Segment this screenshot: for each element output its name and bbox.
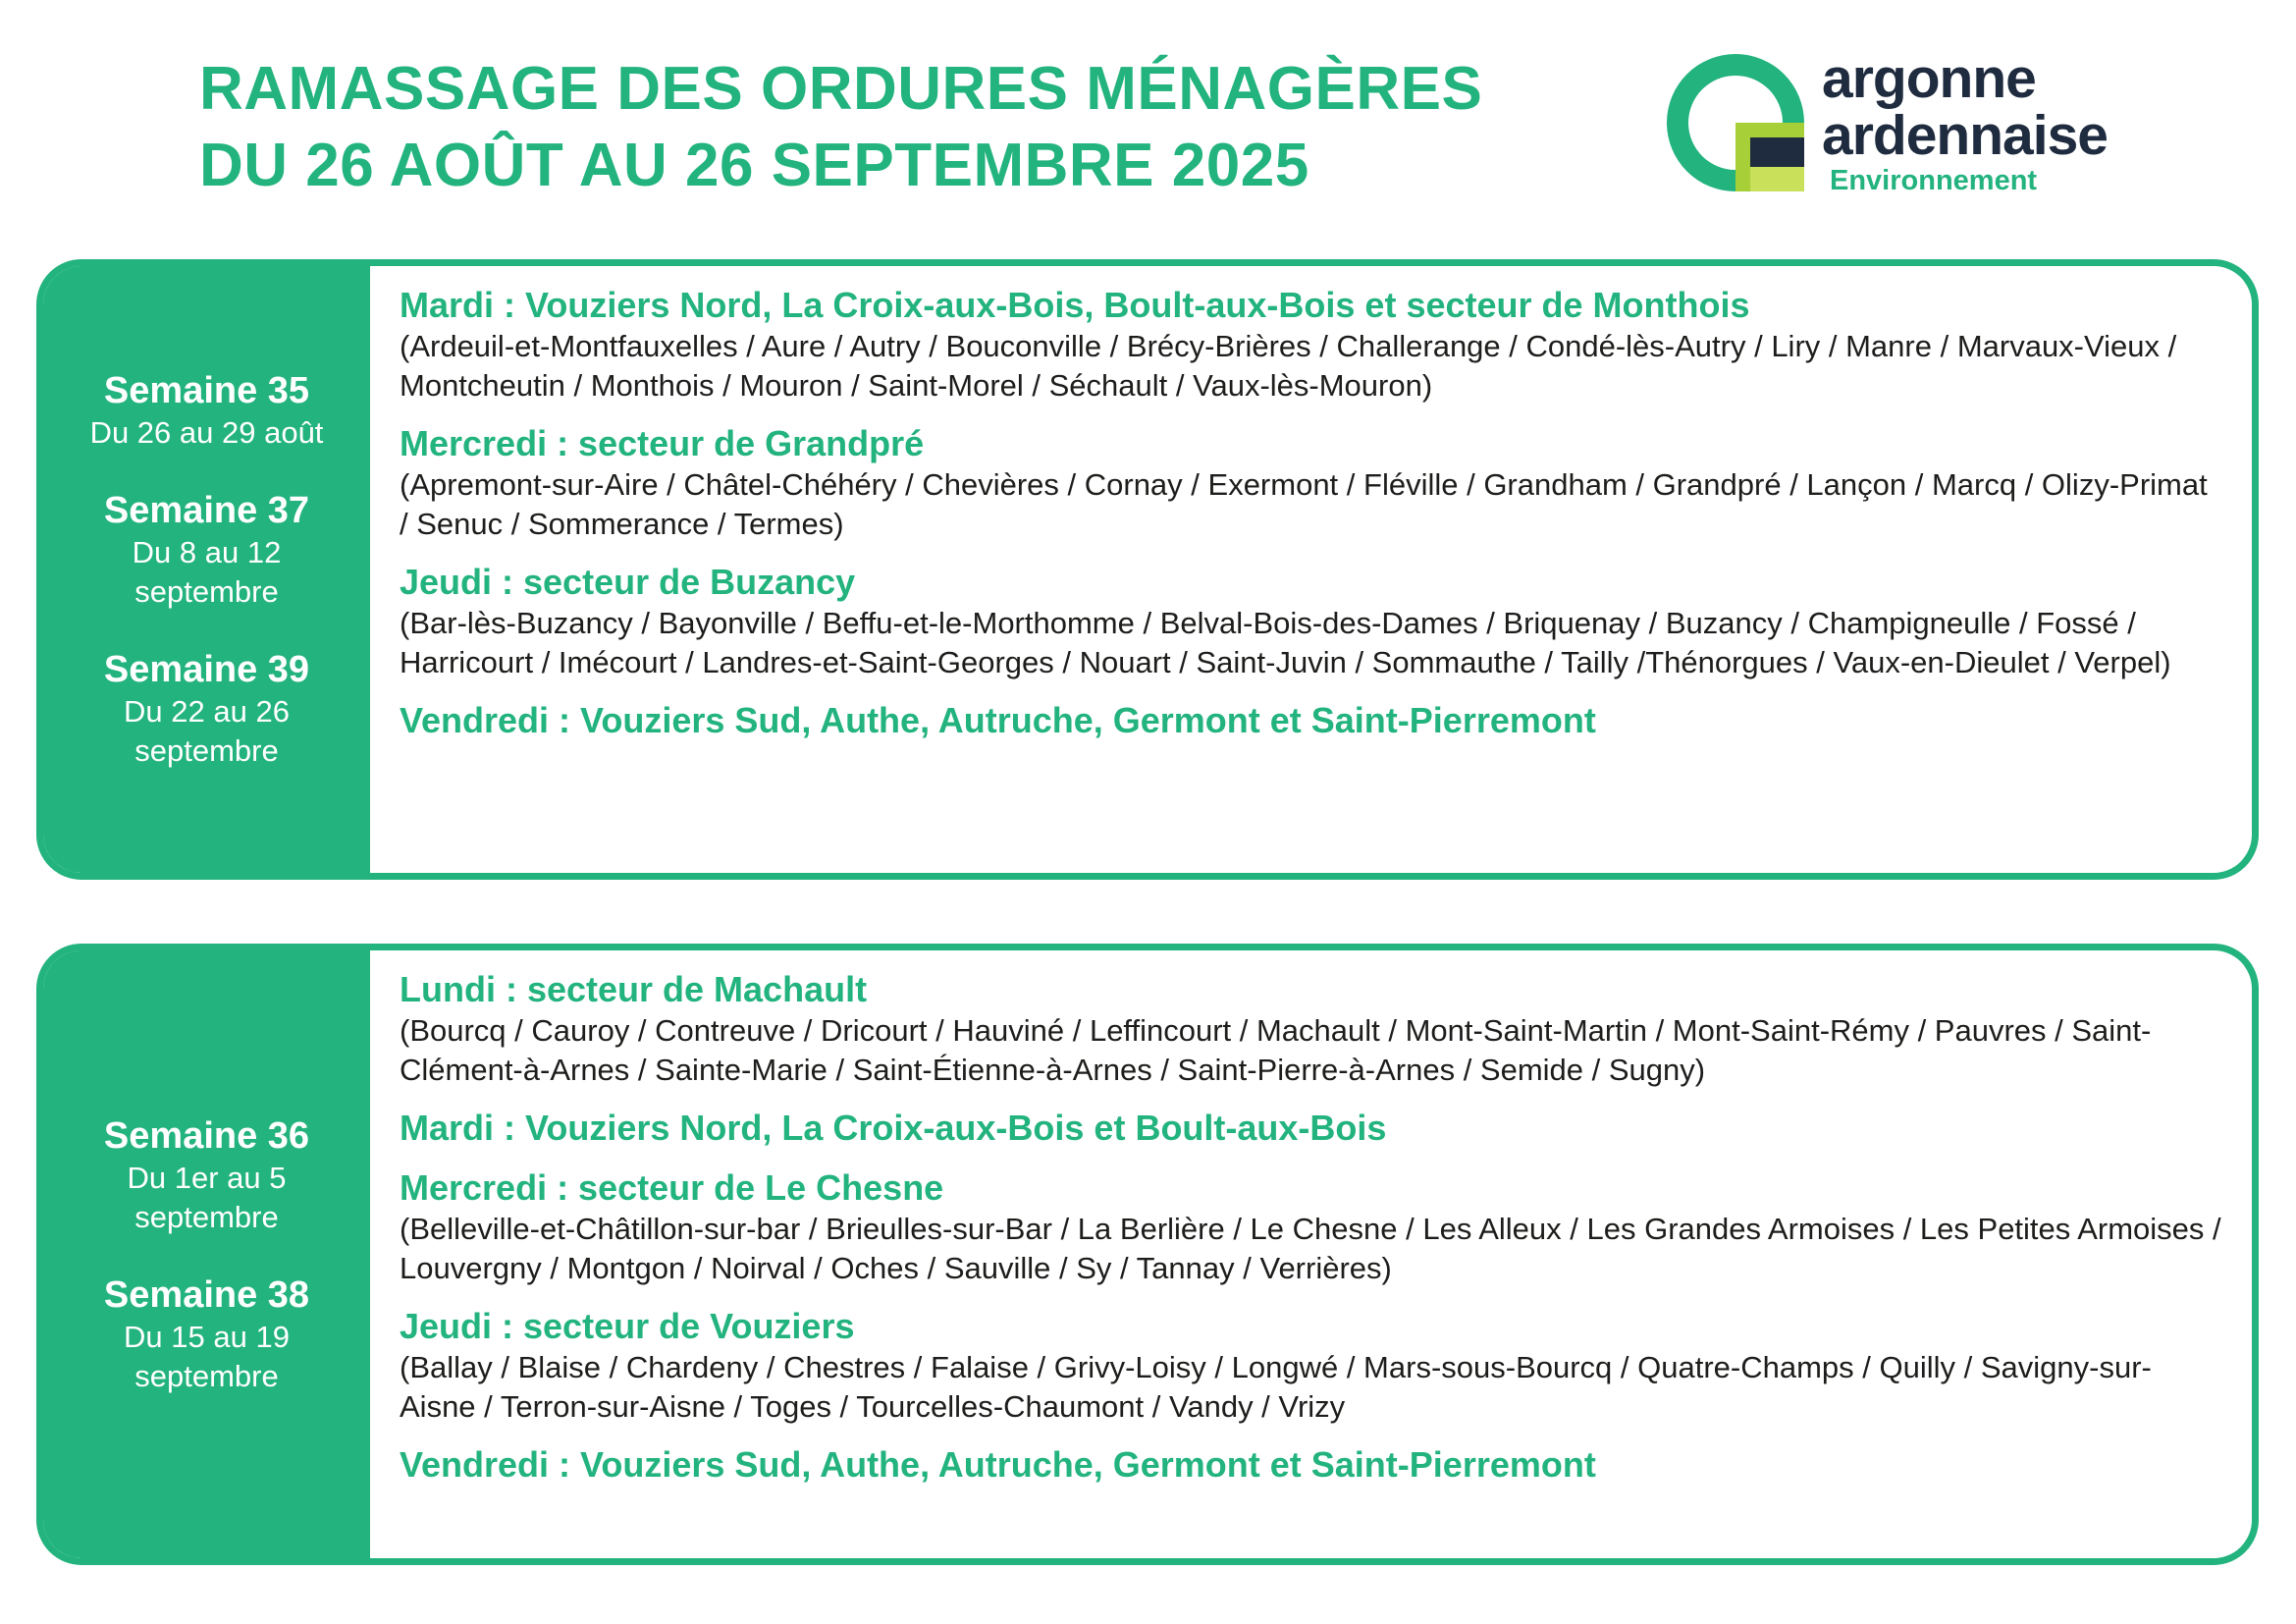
page-title — [199, 51, 1482, 204]
day-title: Jeudi : secteur de Vouziers — [400, 1306, 855, 1346]
day-entry — [400, 1305, 2222, 1427]
day-entry — [400, 561, 2222, 682]
day-entry — [400, 699, 2222, 742]
week-block — [70, 488, 345, 612]
week-name: Semaine 35 — [103, 370, 310, 411]
day-title: Vendredi : Vouziers Sud, Authe, Autruche, Germont et Saint-Pierremont — [400, 700, 1596, 740]
days-list — [400, 284, 2222, 759]
day-towns: (Ardeuil-et-Montfauxelles / Aure / Autry / Bouconville / Brécy-Brières / Challerange / Condé-lès-Autry / Liry / Manre / Marvaux-Vieux / Montcheutin / Monthois / Mouron / Saint-Morel / Séchault / Vaux-lès-Mouron) — [400, 329, 2177, 403]
week-name: Semaine 38 — [103, 1273, 310, 1316]
schedule-panel-1 — [36, 259, 2259, 880]
week-name: Semaine 39 — [103, 649, 310, 690]
day-towns: (Bourcq / Cauroy / Contreuve / Dricourt / Hauviné / Leffincourt / Machault / Mont-Saint-Martin / Mont-Saint-Rémy / Pauvres / Saint-Clément-à-Arnes / Sainte-Marie / Saint-Étienne-à-Arnes / Saint-Pierre-à-Arnes / Semide / Sugny) — [400, 1013, 2152, 1087]
logo — [1657, 44, 2118, 211]
week-block — [70, 647, 345, 771]
day-title: Mercredi : secteur de Le Chesne — [400, 1167, 944, 1208]
day-towns: (Apremont-sur-Aire / Châtel-Chéhéry / Chevières / Cornay / Exermont / Fléville / Grandham / Grandpré / Lançon / Marcq / Olizy-Primat / Senuc / Sommerance / Termes) — [400, 467, 2208, 541]
logo-text-line-1: argonne — [1822, 47, 2036, 110]
days-list — [400, 968, 2222, 1503]
day-entry — [400, 1166, 2222, 1288]
title-line-1: RAMASSAGE DES ORDURES MÉNAGÈRES — [199, 55, 1483, 123]
day-title: Mardi : Vouziers Nord, La Croix-aux-Bois, Boult-aux-Bois et secteur de Monthois — [400, 285, 1750, 325]
weeks-sidebar — [43, 266, 370, 873]
week-dates: Du 15 au 19 septembre — [124, 1319, 290, 1393]
weeks-sidebar — [43, 950, 370, 1558]
day-towns: (Bar-lès-Buzancy / Bayonville / Beffu-et-le-Morthomme / Belval-Bois-des-Dames / Briquenay / Buzancy / Champigneulle / Fossé / Harricourt / Imécourt / Landres-et-Saint-Georges / Nouart / Saint-Juvin / Sommauthe / Tailly /Thénorgues / Vaux-en-Dieulet / Verpel) — [400, 606, 2171, 679]
logo-mark-icon — [1657, 44, 1824, 201]
week-block — [70, 368, 345, 453]
day-title: Vendredi : Vouziers Sud, Authe, Autruche, Germont et Saint-Pierremont — [400, 1444, 1596, 1485]
day-title: Jeudi : secteur de Buzancy — [400, 562, 856, 602]
day-entry — [400, 284, 2222, 406]
week-block — [70, 1113, 345, 1237]
logo-text-line-2: ardennaise — [1822, 104, 2108, 167]
day-entry — [400, 422, 2222, 544]
day-entry — [400, 968, 2222, 1090]
day-title: Mardi : Vouziers Nord, La Croix-aux-Bois et Boult-aux-Bois — [400, 1108, 1387, 1148]
logo-text-line-3: Environnement — [1830, 165, 2038, 196]
week-name: Semaine 37 — [103, 490, 310, 531]
day-entry — [400, 1107, 2222, 1150]
week-dates: Du 22 au 26 septembre — [124, 694, 290, 768]
week-dates: Du 26 au 29 août — [89, 415, 324, 450]
title-line-2: DU 26 AOÛT AU 26 SEPTEMBRE 2025 — [199, 132, 1309, 199]
week-dates: Du 8 au 12 septembre — [132, 535, 282, 609]
schedule-panel-2 — [36, 944, 2259, 1565]
day-title: Lundi : secteur de Machault — [400, 969, 868, 1009]
week-dates: Du 1er au 5 septembre — [127, 1160, 287, 1234]
day-towns: (Belleville-et-Châtillon-sur-bar / Brieulles-sur-Bar / La Berlière / Le Chesne / Les Alleux / Les Grandes Armoises / Les Petites Armoises / Louvergny / Montgon / Noirval / Oches / Sauville / Sy / Tannay / Verrières) — [400, 1212, 2221, 1285]
day-title: Mercredi : secteur de Grandpré — [400, 423, 925, 463]
day-entry — [400, 1443, 2222, 1487]
day-towns: (Ballay / Blaise / Chardeny / Chestres / Falaise / Grivy-Loisy / Longwé / Mars-sous-Bourcq / Quatre-Champs / Quilly / Savigny-sur-Aisne / Terron-sur-Aisne / Toges / Tourcelles-Chaumont / Vandy / Vrizy — [400, 1350, 2152, 1424]
week-name: Semaine 36 — [103, 1114, 310, 1157]
week-block — [70, 1272, 345, 1396]
